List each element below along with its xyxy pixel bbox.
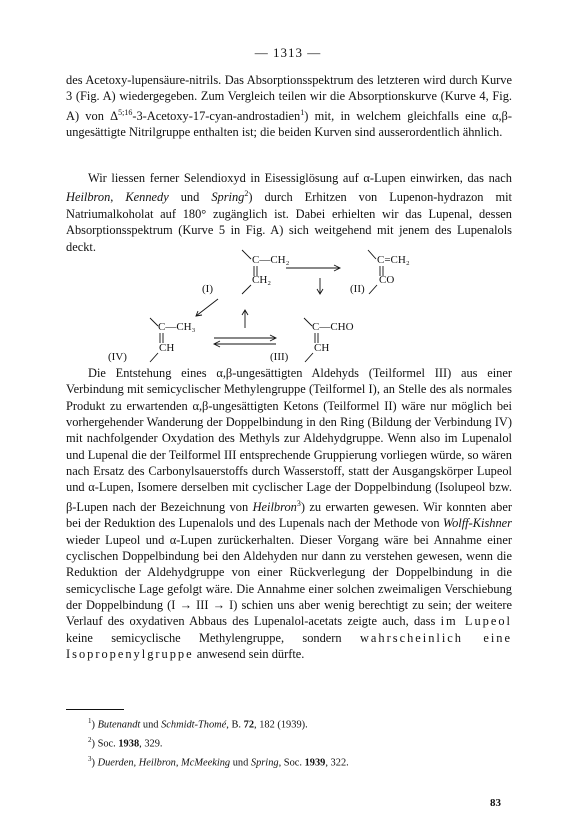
delta-symbol: Δ [110,108,119,123]
formula-III-label: (III) [270,351,289,363]
bond-line [242,285,251,294]
formula-II-top: C=CH₂ [377,254,410,266]
formula-II-bottom: CO [379,274,395,286]
text-run: , [110,190,126,205]
bond-line [369,285,377,294]
text-run: und [168,190,212,205]
bond-line [305,353,313,362]
footnote-ref-2: 2 [244,189,249,199]
volume-number: 72 [243,719,255,731]
text-run: wieder Lupeol und α-Lupen zurückerhalten. Dieser Vorgang wäre bei Annahme einer cyclischen Doppelbindung bei den Aldehyden nur dann zu verstehen gewesen, wenn die Reduktion der Aldehydgruppe von einer Rückverlegung der Doppelbindung in die semicyclische Lage gefolgt wäre. Die Annahme einer solchen zweimaligen Verschiebung der Doppelbindung (I → III → I) schien uns aber wenig berechtigt zu sein; der weitere Verlauf des oxydativen Abbaus des Lupenalol-acetats zeigte auch, dass [66,532,512,629]
formula-IV-bottom: CH [159,342,175,354]
footnote-marker: 3 [88,754,92,763]
footnote-marker: 2 [88,735,92,744]
text-run: keine semicyclische Methylengruppe, sondern [66,630,360,645]
text-run: , B. [226,719,244,731]
formula-I-bottom: CH₂ [252,274,272,286]
text-run: ) zu erwarten gewesen. Wir konnten aber bei der Reduktion des Lupenalols und des Lupenals nach der Methode von [66,499,512,531]
footnote-divider [66,709,124,710]
formula-III-top: C—CHO [312,321,354,333]
text-run: Die Entstehung eines α,β-ungesättigten Aldehyds (Teilformel III) aus einer Verbindung mit semicyclischer Methylengruppe (Teilformel I), an Stelle des als normales Produkt zu erwartenden α,β-ungesättigten Ketons (Teilformel II) wäre nur möglich bei vorhergehender Wanderung der Doppelbindung in den Ring (Bildung der Verbindung IV) mit nachfolgender Oxydation des Methyls zur Aldehydgruppe. Wenn also im Lupenalol und Lupenal die der Teilformel III entsprechende Gruppierung vorliegen würde, so wären nach Ersatz des Carbonylsauerstoffs durch Wasserstoff, statt der Ausgangskörper Lupeol und α-Lupen, Isomere derselben mit cyclischer Lage der Doppelbindung (Isolupeol bzw. β-Lupen nach der Bezeichnung von [66,366,512,514]
bond-line [150,353,158,362]
paragraph-2 [66,170,512,255]
text-run: -3-Acetoxy-17-cyan-androstadien [132,108,301,123]
author-name: Schmidt-Thomé [161,719,227,731]
spaced-emphasis: im Lupeol [440,614,513,629]
footnote-2: $^2$) Soc. 1938, 329. [88,735,163,750]
reaction-scheme [66,248,512,368]
footnote-3: $^3$) Duerden, Heilbron, McMeeking und Spring, Soc. 1939, 322. [88,754,349,769]
text-run: , 182 (1939). [254,719,308,731]
author-name: Heilbron [66,190,111,205]
text-run: anwesend sein dürfte. [193,646,305,661]
footnote-ref-1: 1 [300,107,305,117]
text-run: ) mit, in welchem gleichfalls eine α,β-ungesättigte Nitrilgruppe enthalten ist; die beiden Kurven sind ausserordentlich ähnlich. [66,108,512,140]
text-run: und [140,719,162,731]
text-run: ) durch Erhitzen von Lupenon-hydrazon mit Natriumalkoholat auf 180° zugänglich ist. Dabei erhielten wir das Lupenal, dessen Absorptionsspektrum (Kurve 5 in Fig. A) sich weitgehend mit jenem des Lupenalols deckt. [66,190,512,254]
author-name: Butenandt [97,719,141,731]
year: 1939 [304,757,326,769]
author-name: Wolff-Kishner [442,516,512,531]
formula-III-bottom: CH [314,342,330,354]
formula-I-top: C—CH₂ [252,254,290,266]
author-name: Spring [211,190,245,205]
text-run: Wir liessen ferner Selendioxyd in Eisessiglösung auf α-Lupen einwirken, das nach [88,171,512,185]
author-name: Duerden, Heilbron, McMeeking [97,757,231,769]
formula-IV-top: C—CH₃ [158,321,196,333]
paragraph-1 [66,72,512,141]
bond-line [304,318,312,326]
footnote-ref-3: 3 [296,498,301,508]
bond-line [150,318,158,326]
footnotes [88,714,349,771]
text-run: des Acetoxy-lupensäure-nitrils. Das Absorptionsspektrum des letzteren wird durch Kurve 3 (Fig. A) wiedergegeben. Zum Vergleich teilen wir die Absorptionskurve (Kurve 4, Fig. A) von [66,73,512,123]
text-run: Soc. [97,738,119,750]
formula-I-label: (I) [202,283,213,295]
page-number: — 1313 — [254,45,322,60]
text-run: , 322. [325,757,349,769]
bond-line [368,250,376,259]
paragraph-3 [66,365,512,662]
author-name: Kennedy [125,190,169,205]
spaced-emphasis: wahrscheinlich eine Isopropenylgruppe [66,630,512,661]
year: 1938 [118,738,140,750]
footnote-marker: 1 [88,717,92,725]
footnote-1: $^1$) Butenandt und Schmidt-Thomé, B. 72, 182 (1939). [88,717,308,731]
text-run: , Soc. [278,757,305,769]
bond-line [242,250,251,259]
text-run: , 329. [139,738,163,750]
signature-mark: 83 [490,797,501,809]
formula-IV-label: (IV) [108,351,127,363]
formula-II-label: (II) [350,283,365,295]
author-name: Spring [250,757,279,769]
superscript: 5;16 [118,107,133,117]
text-run: und [230,757,251,769]
arrow-diagonal [196,299,218,316]
author-name: Heilbron [252,499,297,514]
